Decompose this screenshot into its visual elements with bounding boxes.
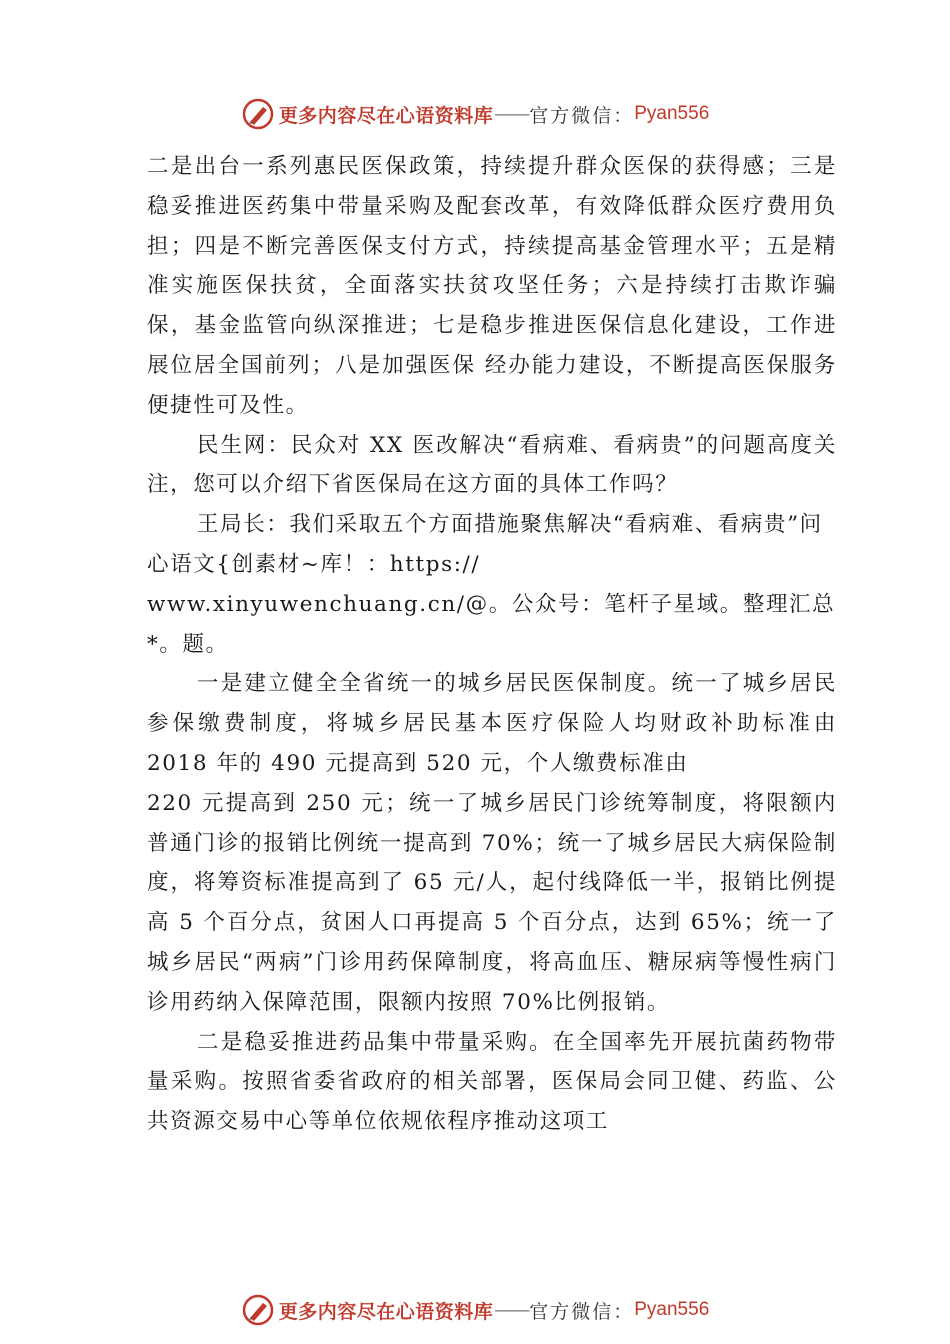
- paragraph-answer-url: www.xinyuwenchuang.cn/@。公众号：笔杆子星域。整理汇总*。题。: [147, 591, 836, 657]
- pen-logo-icon: [241, 97, 275, 131]
- paragraph-measure-1-cont: 220 元提高到 250 元；统一了城乡居民门诊统筹制度，将限额内普通门诊的报销比例统一提高到 70%；统一了城乡居民大病保险制度，将筹资标准提高到了 65 元/人，起付线降低一半，报销比例提高 5 个百分点，贫困人口再提高 5 个百分点，达到 65%；统一了城乡居民“两病”门诊用药保障制度，将高血压、糖尿病等慢性病门诊用药纳入保障范围，限额内按照 70%比例报销。: [147, 790, 837, 1015]
- document-body: [147, 147, 837, 1142]
- paragraph-answer-intro: 王局长：我们采取五个方面措施聚焦解决“看病难、看病贵”问心语文{创素材~库！：https://: [147, 512, 823, 577]
- pen-logo-icon: [241, 1293, 275, 1327]
- header-banner: [0, 94, 950, 134]
- footer-dash: ——: [494, 1299, 529, 1321]
- paragraph-question: 民生网：民众对 XX 医改解决“看病难、看病贵”的问题高度关注，您可以介绍下省医保局在这方面的具体工作吗？: [147, 432, 837, 498]
- paragraph-measure-2: 二是稳妥推进药品集中带量采购。在全国率先开展抗菌药物带量采购。按照省委省政府的相关部署，医保局会同卫健、药监、公共资源交易中心等单位依规依程序推动这项工: [147, 1029, 837, 1135]
- footer-wechat-label: 官方微信：: [529, 1300, 635, 1323]
- footer-brand: 更多内容尽在心语资料库: [278, 1300, 494, 1323]
- header-wechat-label: 官方微信：: [529, 104, 635, 127]
- header-brand: 更多内容尽在心语资料库: [278, 104, 494, 127]
- header-dash: ——: [494, 103, 529, 125]
- paragraph-policies: 二是出台一系列惠民医保政策，持续提升群众医保的获得感；三是稳妥推进医药集中带量采购及配套改革，有效降低群众医疗费用负担；四是不断完善医保支付方式，持续提高基金管理水平；五是精准实施医保扶贫，全面落实扶贫攻坚任务；六是持续打击欺诈骗保，基金监管向纵深推进；七是稳步推进医保信息化建设，工作进展位居全国前列；八是加强医保 经办能力建设，不断提高医保服务便捷性可及性。: [147, 154, 837, 418]
- header-wechat-id: Pyan556: [634, 103, 710, 124]
- paragraph-measure-1-start: 一是建立健全全省统一的城乡居民医保制度。统一了城乡居民参保缴费制度，将城乡居民基本医疗保险人均财政补助标准由 2018 年的 490 元提高到 520 元，个人缴费标准由: [147, 671, 837, 776]
- footer-banner: [0, 1290, 950, 1330]
- footer-wechat-id: Pyan556: [634, 1299, 710, 1320]
